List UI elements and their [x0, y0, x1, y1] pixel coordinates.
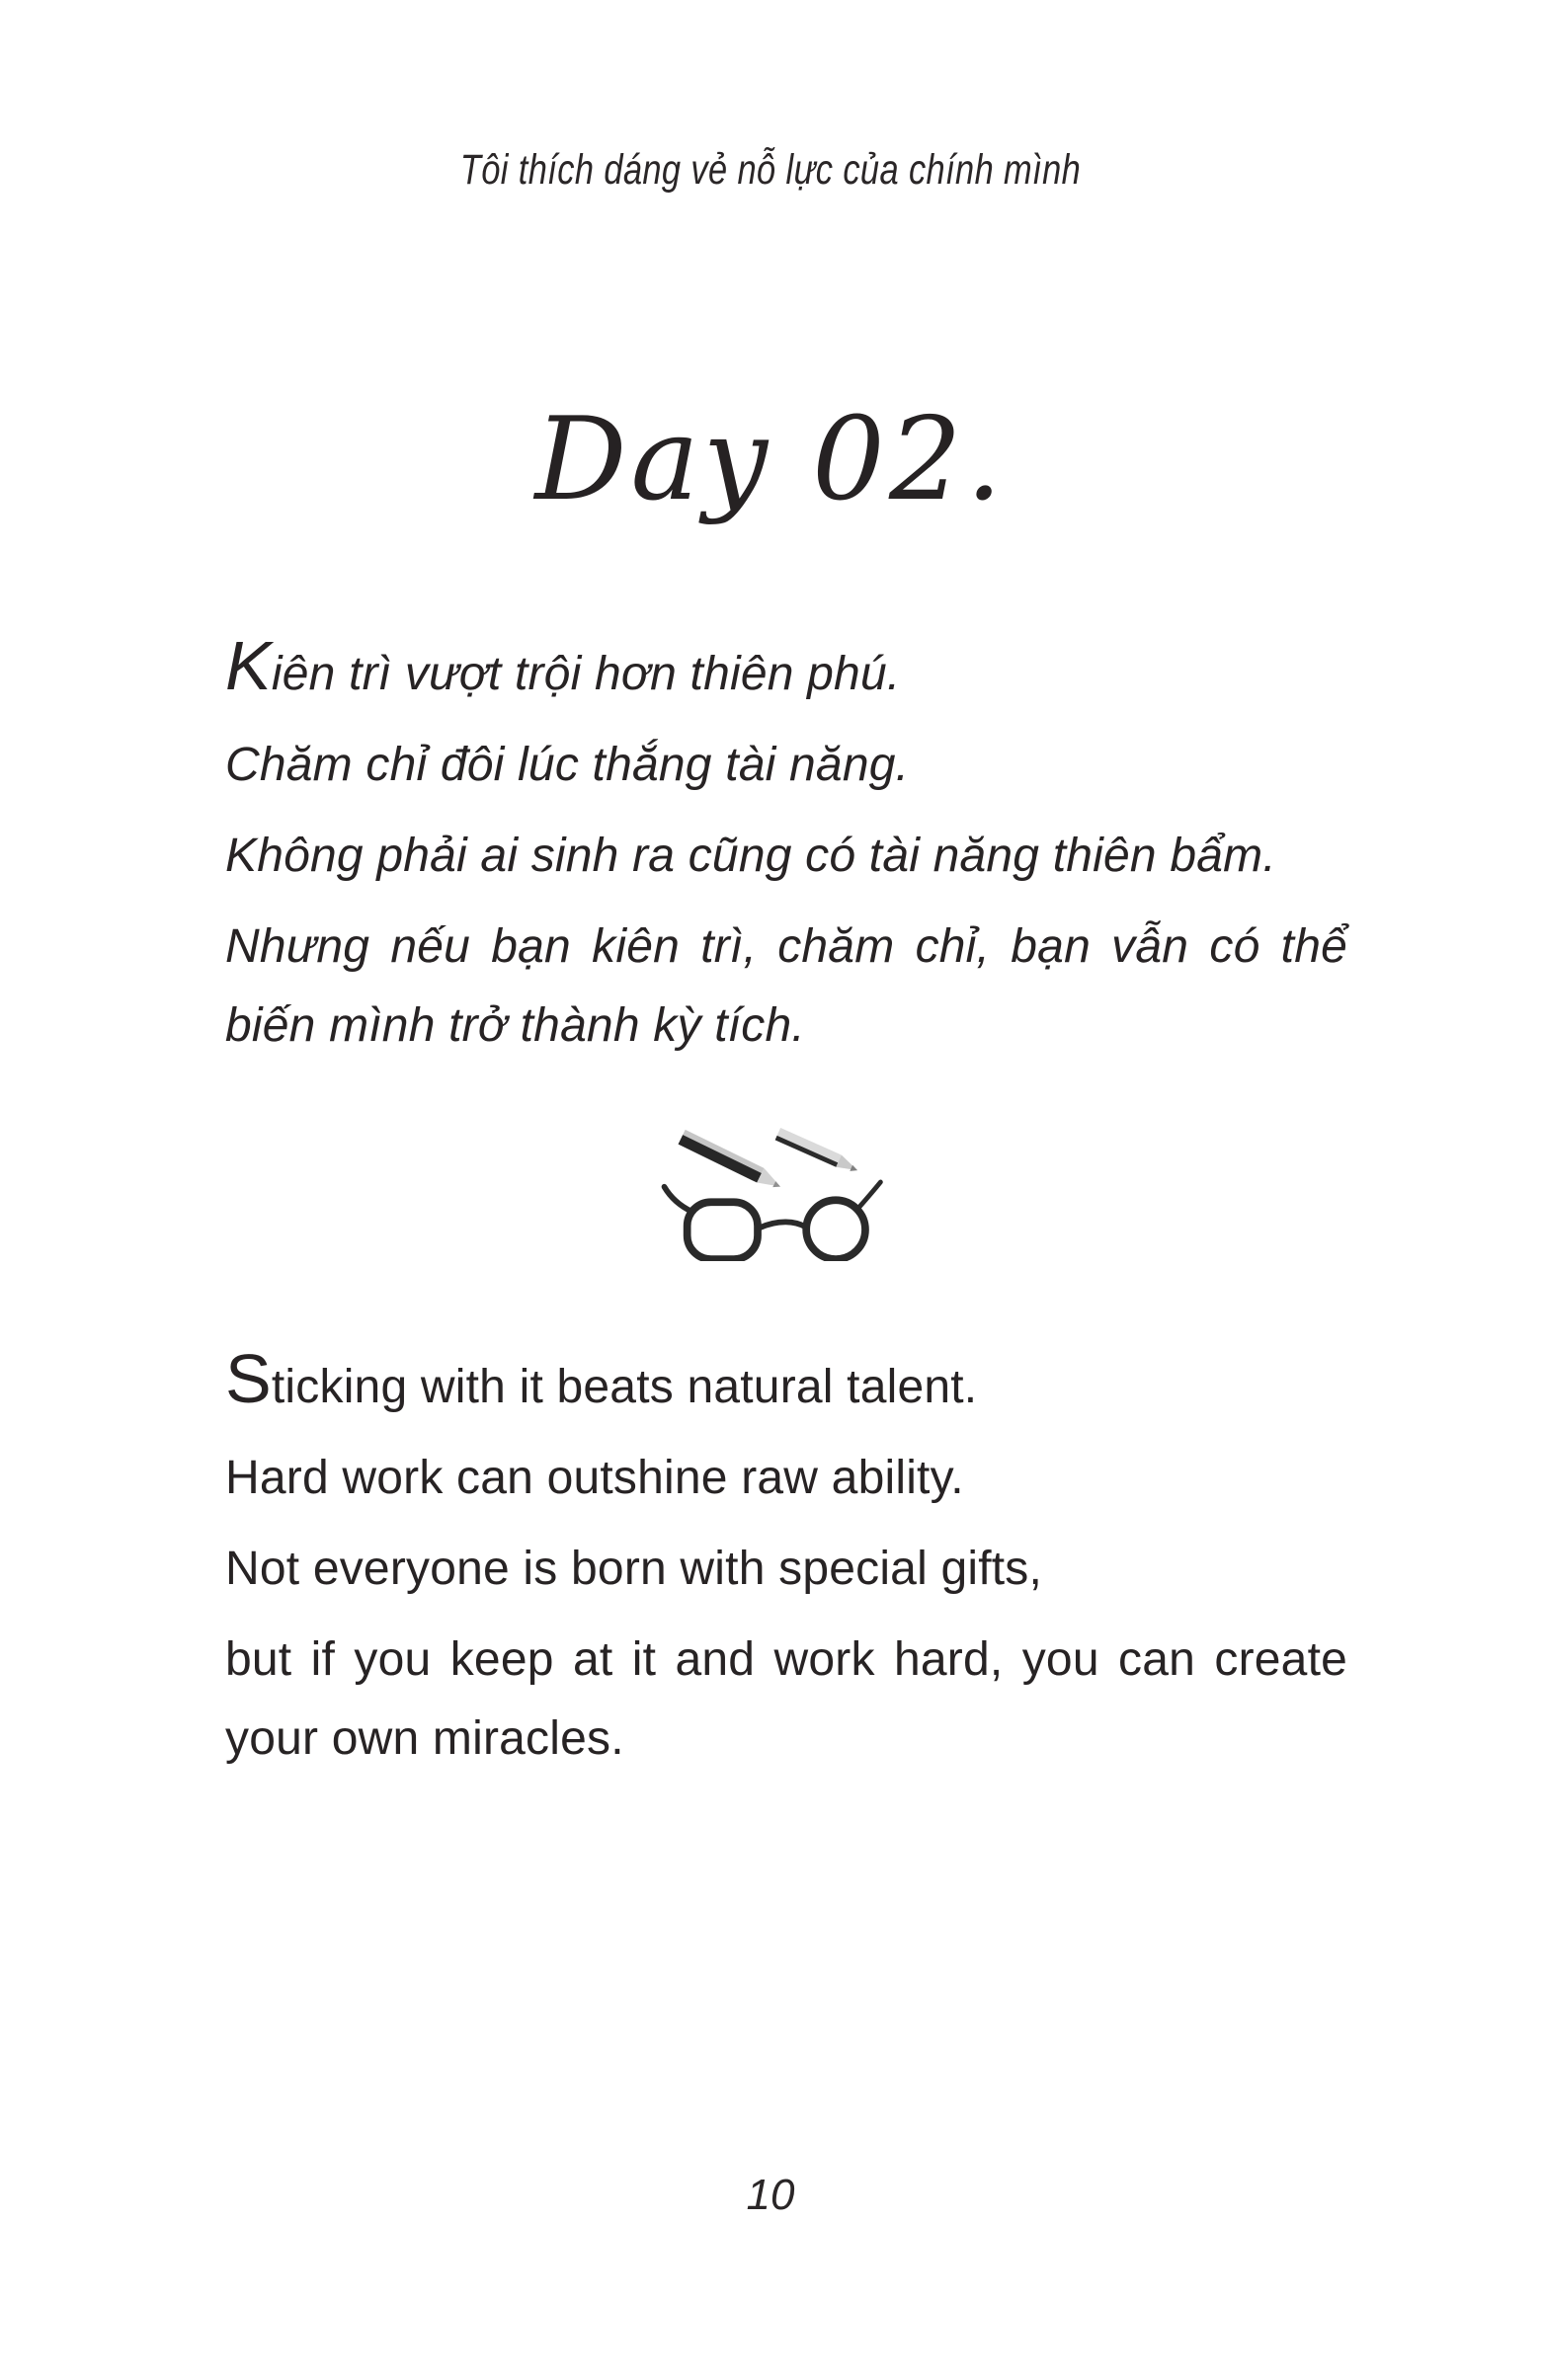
paragraph: Hard work can outshine raw ability. [225, 1452, 964, 1504]
paragraph-line: Nhưng nếu bạn kiên trì, chăm chỉ, bạn vẫn có thể [225, 920, 1347, 973]
paragraph-text: iên trì vượt trội hơn thiên phú. [271, 648, 901, 700]
paragraph-line: biến mình trở thành kỳ tích. [225, 999, 805, 1052]
day-title: Day 02. [534, 393, 1007, 526]
paragraph-line: but if you keep at it and work hard, you can create [225, 1633, 1347, 1686]
vietnamese-quote-block [225, 626, 1347, 1077]
paragraph: Chăm chỉ đôi lúc thắng tài năng. [225, 739, 910, 791]
section-divider [0, 1128, 1541, 1261]
paragraph-line: your own miracles. [225, 1712, 624, 1765]
paragraph: Not everyone is born with special gifts, [225, 1543, 1043, 1595]
glasses-icon [664, 1182, 880, 1259]
paragraph [225, 908, 1347, 1066]
pencil-icon [774, 1128, 860, 1175]
page-number: 10 [746, 2171, 795, 2219]
dropcap-letter: K [225, 627, 272, 704]
paragraph: Không phải ai sinh ra cũng có tài năng thiên bẩm. [225, 830, 1276, 882]
glasses-pencils-icon [655, 1128, 887, 1261]
paragraph [225, 1339, 1347, 1427]
paragraph-text: ticking with it beats natural talent. [271, 1361, 978, 1413]
pencil-icon [678, 1130, 784, 1193]
dropcap-letter: S [225, 1340, 272, 1417]
paragraph [225, 626, 1347, 714]
paragraph [225, 1621, 1347, 1779]
running-header: Tôi thích dáng vẻ nỗ lực của chính mình [459, 146, 1082, 194]
english-quote-block [225, 1339, 1347, 1790]
